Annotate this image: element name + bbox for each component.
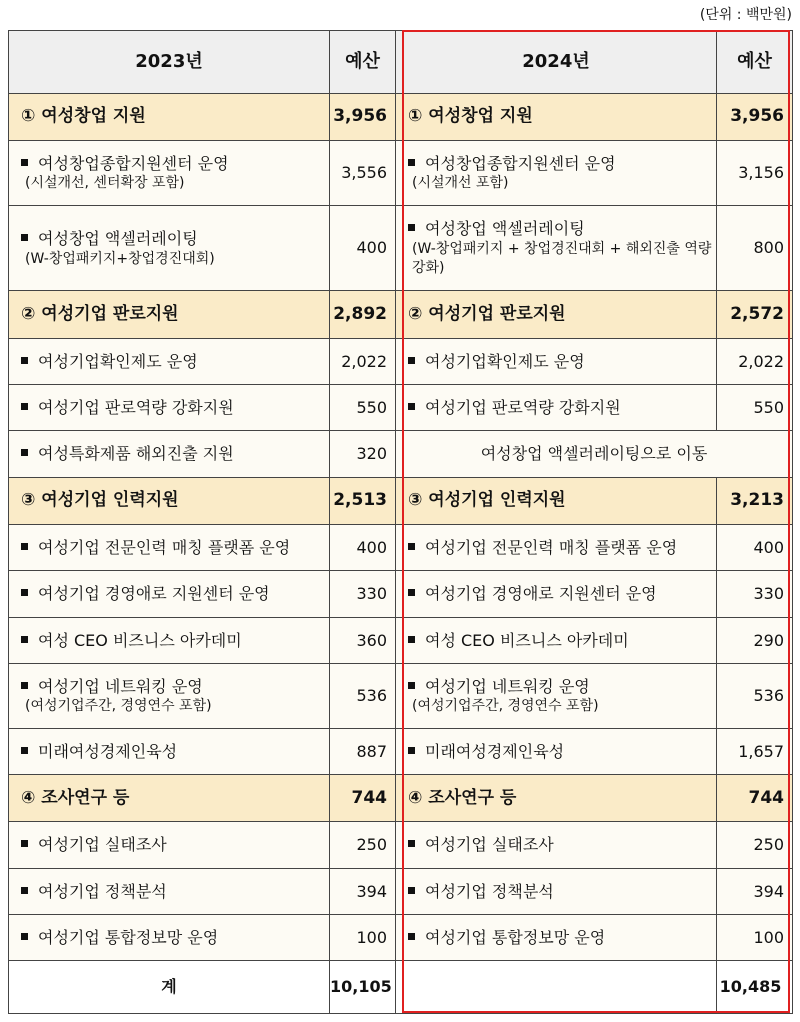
table-row <box>9 338 793 384</box>
section-budget-2023: 744 <box>330 775 396 822</box>
item-label: 여성창업 액셀러레이팅 <box>38 228 198 248</box>
total-label: 계 <box>9 961 330 1014</box>
section-title-2023: ② 여성기업 판로지원 <box>9 291 330 338</box>
item-name-2024 <box>396 141 717 206</box>
item-name-2024 <box>396 728 717 774</box>
section-row <box>9 291 793 338</box>
item-name-2023 <box>9 205 330 290</box>
header-2024: 2024년 <box>396 31 717 94</box>
item-label: 여성기업 네트워킹 운영 <box>425 676 590 696</box>
item-label: 여성기업 통합정보망 운영 <box>38 927 219 947</box>
bullet-icon <box>408 159 415 166</box>
item-budget-2024: 330 <box>717 571 793 617</box>
section-budget-2024: 2,572 <box>717 291 793 338</box>
item-name-2024 <box>396 525 717 571</box>
table-row <box>9 205 793 290</box>
table-row <box>9 431 793 477</box>
item-budget-2023: 394 <box>330 868 396 914</box>
bullet-icon <box>408 543 415 550</box>
bullet-icon <box>21 449 28 456</box>
unit-note: (단위 : 백만원) <box>699 7 792 23</box>
section-budget-2023: 2,513 <box>330 477 396 524</box>
item-budget-2024: 100 <box>717 915 793 961</box>
section-budget-2024: 3,956 <box>717 93 793 140</box>
item-label: 여성 CEO 비즈니스 아카데미 <box>38 630 242 650</box>
table-row <box>9 617 793 663</box>
item-name-2023 <box>9 571 330 617</box>
item-label: 여성창업 액셀러레이팅 <box>425 219 585 239</box>
bullet-icon <box>21 357 28 364</box>
item-name-2023 <box>9 822 330 868</box>
item-name-2024 <box>396 822 717 868</box>
item-label: 여성기업 판로역량 강화지원 <box>425 397 621 417</box>
item-budget-2024: 536 <box>717 663 793 728</box>
section-budget-2024: 744 <box>717 775 793 822</box>
bullet-icon <box>21 887 28 894</box>
item-label: 미래여성경제인육성 <box>38 741 178 761</box>
item-label: 여성창업종합지원센터 운영 <box>38 153 229 173</box>
item-name-2024 <box>396 571 717 617</box>
bullet-icon <box>21 682 28 689</box>
bullet-icon <box>21 636 28 643</box>
section-budget-2023: 2,892 <box>330 291 396 338</box>
item-sub-label: (여성기업주간, 경영연수 포함) <box>412 698 599 715</box>
section-row <box>9 477 793 524</box>
table-header-row <box>9 31 793 94</box>
item-budget-2024: 1,657 <box>717 728 793 774</box>
item-name-2024 <box>396 205 717 290</box>
section-title-2023: ④ 조사연구 등 <box>9 775 330 822</box>
bullet-icon <box>21 403 28 410</box>
table-row <box>9 525 793 571</box>
item-name-2024 <box>396 663 717 728</box>
item-label: 여성창업종합지원센터 운영 <box>425 153 616 173</box>
item-budget-2024: 550 <box>717 385 793 431</box>
table-row <box>9 915 793 961</box>
section-row <box>9 775 793 822</box>
item-label: 여성기업확인제도 운영 <box>38 351 198 371</box>
item-label: 여성기업 경영애로 지원센터 운영 <box>425 584 657 604</box>
table-row <box>9 868 793 914</box>
table-row <box>9 728 793 774</box>
item-label: 여성기업 네트워킹 운영 <box>38 676 203 696</box>
bullet-icon <box>408 636 415 643</box>
bullet-icon <box>21 543 28 550</box>
item-budget-2023: 360 <box>330 617 396 663</box>
item-label: 여성기업 전문인력 매칭 플랫폼 운영 <box>38 537 291 557</box>
item-budget-2023: 400 <box>330 525 396 571</box>
section-title-2024: ③ 여성기업 인력지원 <box>396 477 717 524</box>
item-name-2024 <box>396 385 717 431</box>
item-budget-2024: 3,156 <box>717 141 793 206</box>
bullet-icon <box>408 933 415 940</box>
item-name-2023 <box>9 728 330 774</box>
bullet-icon <box>408 224 415 231</box>
header-budget-2023: 예산 <box>330 31 396 94</box>
table-row <box>9 385 793 431</box>
item-name-2023 <box>9 525 330 571</box>
item-name-2023 <box>9 431 330 477</box>
item-name-2024 <box>396 617 717 663</box>
item-budget-2023: 2,022 <box>330 338 396 384</box>
section-title-2024: ① 여성창업 지원 <box>396 93 717 140</box>
item-name-2023 <box>9 338 330 384</box>
item-budget-2023: 550 <box>330 385 396 431</box>
item-budget-2024: 800 <box>717 205 793 290</box>
bullet-icon <box>408 357 415 364</box>
section-budget-2023: 3,956 <box>330 93 396 140</box>
total-label-2024 <box>396 961 717 1014</box>
table-row <box>9 663 793 728</box>
item-sub-label: (여성기업주간, 경영연수 포함) <box>25 698 212 715</box>
item-name-2024 <box>396 868 717 914</box>
item-budget-2023: 320 <box>330 431 396 477</box>
bullet-icon <box>21 840 28 847</box>
item-name-2023 <box>9 141 330 206</box>
item-label: 여성기업 통합정보망 운영 <box>425 927 606 947</box>
item-name-2023 <box>9 868 330 914</box>
item-label: 여성기업 경영애로 지원센터 운영 <box>38 584 270 604</box>
bullet-icon <box>408 747 415 754</box>
item-label: 여성기업 실태조사 <box>38 835 167 855</box>
header-2023: 2023년 <box>9 31 330 94</box>
budget-table-body <box>9 31 793 1014</box>
item-name-2024 <box>396 338 717 384</box>
item-label: 여성기업 전문인력 매칭 플랫폼 운영 <box>425 537 678 557</box>
item-budget-2023: 400 <box>330 205 396 290</box>
item-label: 여성 CEO 비즈니스 아카데미 <box>425 630 629 650</box>
section-row <box>9 93 793 140</box>
total-budget-2024: 10,485 <box>717 961 793 1014</box>
item-budget-2023: 536 <box>330 663 396 728</box>
table-row <box>9 571 793 617</box>
bullet-icon <box>21 159 28 166</box>
item-budget-2024: 250 <box>717 822 793 868</box>
bullet-icon <box>408 682 415 689</box>
bullet-icon <box>21 747 28 754</box>
header-budget-2024: 예산 <box>717 31 793 94</box>
bullet-icon <box>408 840 415 847</box>
bullet-icon <box>408 403 415 410</box>
item-budget-2023: 100 <box>330 915 396 961</box>
item-label: 여성기업 판로역량 강화지원 <box>38 397 234 417</box>
item-name-2023 <box>9 915 330 961</box>
bullet-icon <box>21 234 28 241</box>
total-row <box>9 961 793 1014</box>
section-title-2023: ③ 여성기업 인력지원 <box>9 477 330 524</box>
bullet-icon <box>21 933 28 940</box>
item-budget-2023: 887 <box>330 728 396 774</box>
item-label: 여성특화제품 해외진출 지원 <box>38 444 234 464</box>
item-label: 미래여성경제인육성 <box>425 741 565 761</box>
budget-table <box>8 30 793 1014</box>
item-name-2024 <box>396 915 717 961</box>
item-sub-label: (시설개선, 센터확장 포함) <box>25 175 185 192</box>
item-label: 여성기업 정책분석 <box>38 881 167 901</box>
item-name-2023 <box>9 385 330 431</box>
item-budget-2023: 330 <box>330 571 396 617</box>
item-budget-2024: 400 <box>717 525 793 571</box>
item-budget-2023: 3,556 <box>330 141 396 206</box>
item-label: 여성기업확인제도 운영 <box>425 351 585 371</box>
item-sub-label: (W-창업패키지+창업경진대회) <box>25 250 215 267</box>
total-budget-2023: 10,105 <box>330 961 396 1014</box>
section-budget-2024: 3,213 <box>717 477 793 524</box>
bullet-icon <box>21 589 28 596</box>
bullet-icon <box>408 887 415 894</box>
moved-note-2024: 여성창업 액셀러레이팅으로 이동 <box>396 431 793 477</box>
section-title-2024: ② 여성기업 판로지원 <box>396 291 717 338</box>
item-budget-2024: 290 <box>717 617 793 663</box>
item-name-2023 <box>9 617 330 663</box>
item-sub-label: (시설개선 포함) <box>412 175 509 192</box>
item-label: 여성기업 정책분석 <box>425 881 554 901</box>
section-title-2024: ④ 조사연구 등 <box>396 775 717 822</box>
table-row <box>9 822 793 868</box>
item-label: 여성기업 실태조사 <box>425 835 554 855</box>
table-row <box>9 141 793 206</box>
item-name-2023 <box>9 663 330 728</box>
item-budget-2023: 250 <box>330 822 396 868</box>
item-budget-2024: 394 <box>717 868 793 914</box>
item-sub-label: (W-창업패키지 + 창업경진대회 + 해외진출 역량강화) <box>412 241 712 276</box>
section-title-2023: ① 여성창업 지원 <box>9 93 330 140</box>
item-budget-2024: 2,022 <box>717 338 793 384</box>
bullet-icon <box>408 589 415 596</box>
